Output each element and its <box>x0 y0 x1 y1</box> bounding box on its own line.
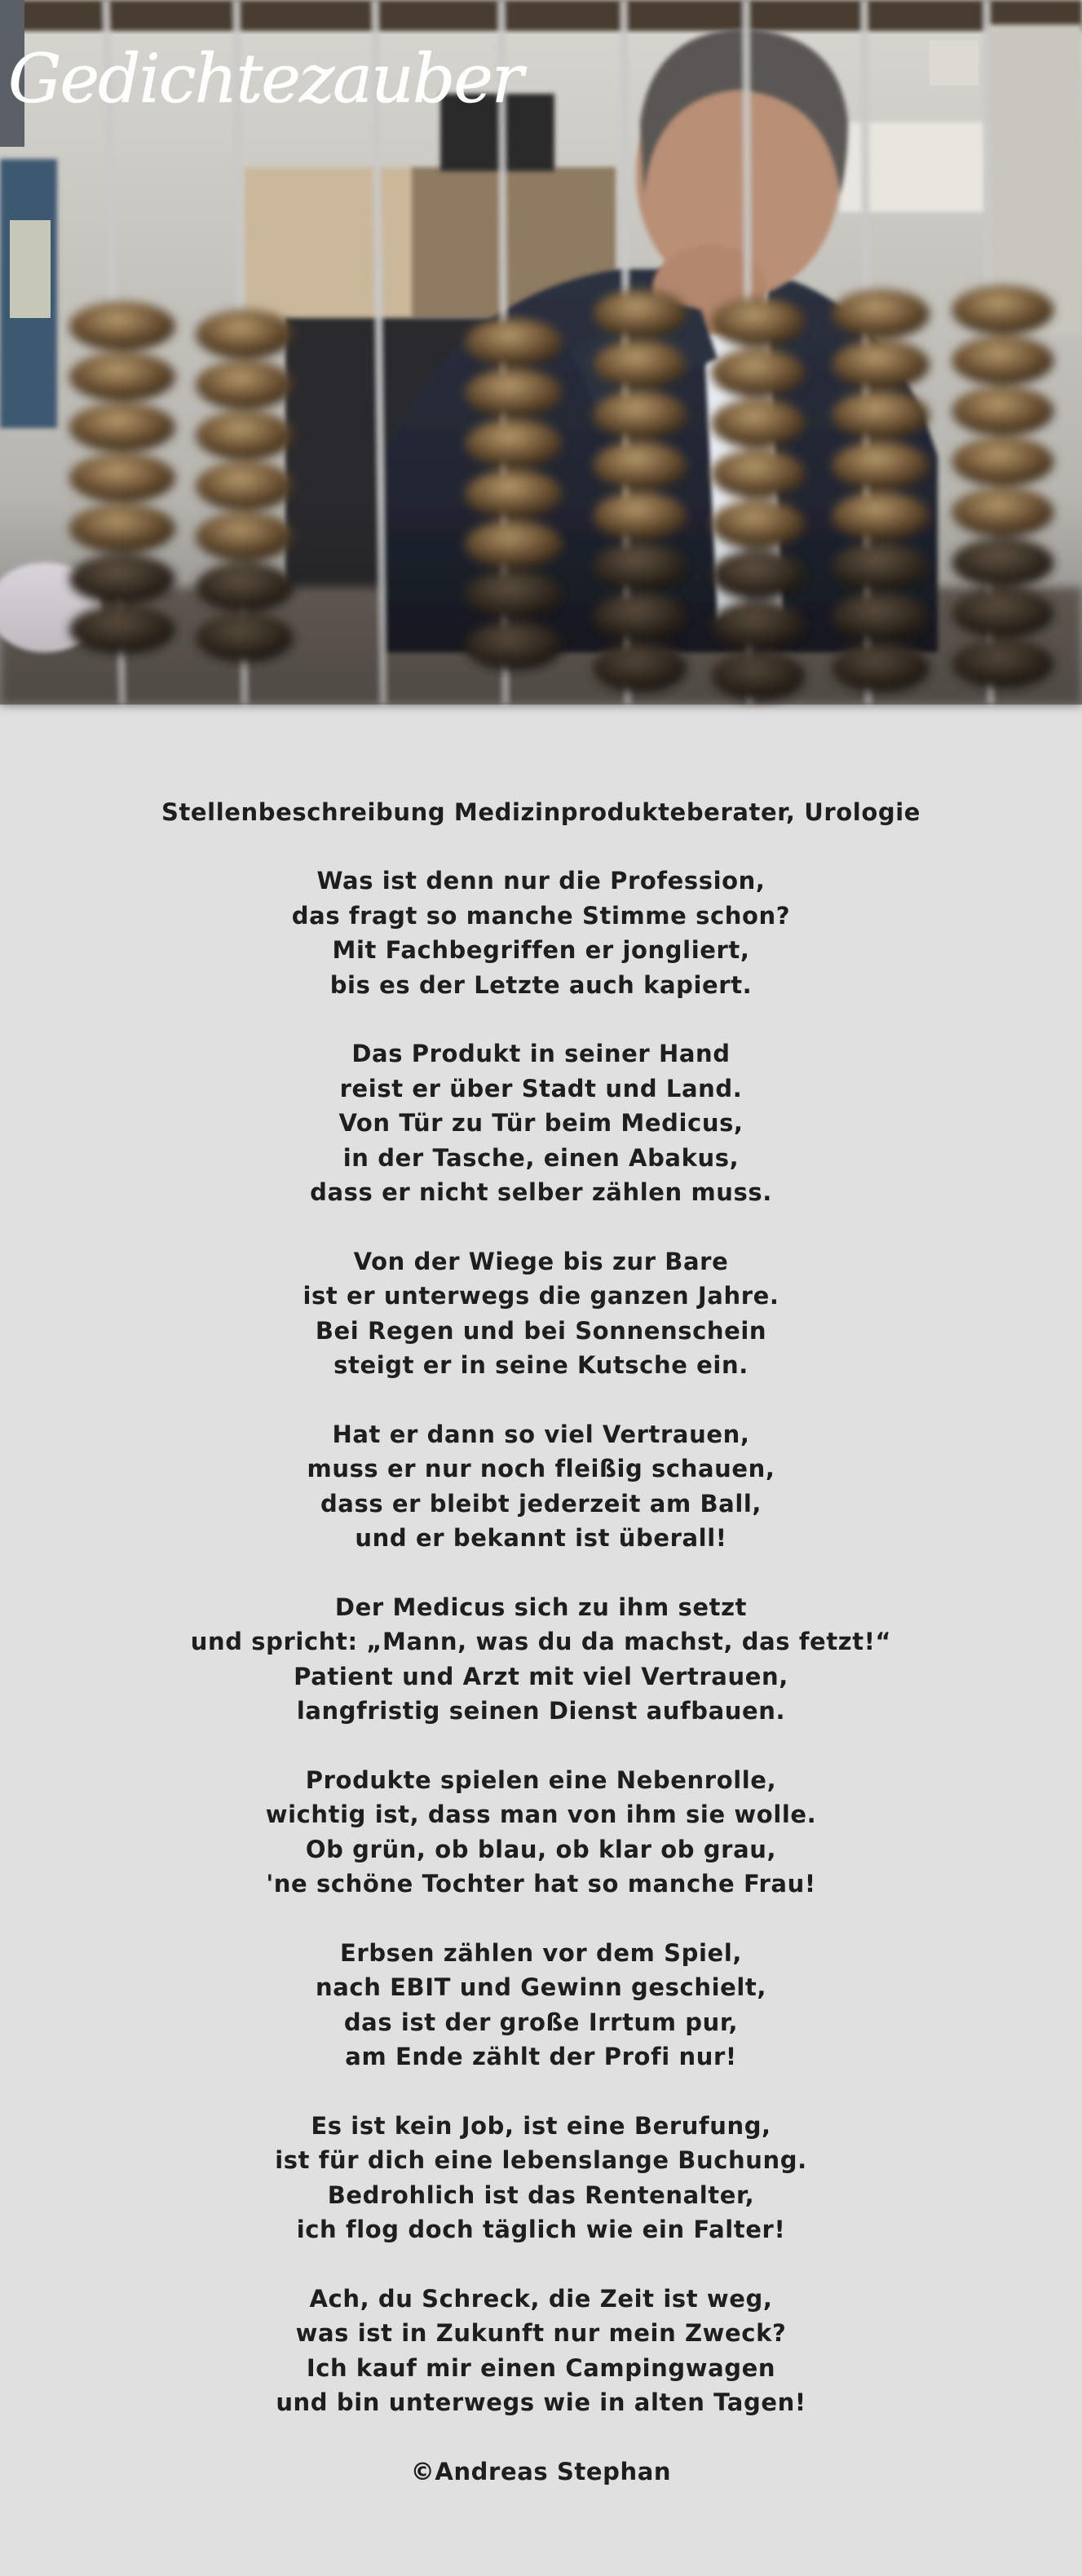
poem-line: Ich kauf mir einen Campingwagen <box>306 2353 776 2382</box>
poem-line: Hat er dann so viel Vertrauen, <box>332 1420 750 1448</box>
poem-line: Mit Fachbegriffen er jongliert, <box>332 936 750 964</box>
poem-stanza <box>0 864 1082 1002</box>
poem-line: wichtig ist, dass man von ihm sie wolle. <box>265 1801 817 1828</box>
poem-line: Von der Wiege bis zur Bare <box>353 1247 729 1275</box>
poem-stanza <box>0 1417 1082 1556</box>
poem-line: und er bekannt ist überall! <box>355 1524 727 1552</box>
poem-line: 'ne schöne Tochter hat so manche Frau! <box>266 1870 816 1898</box>
poem-stanza <box>0 1244 1082 1383</box>
poem-line: und spricht: „Mann, was du da machst, das fetzt!“ <box>190 1628 892 1655</box>
poem-title: Stellenbeschreibung Medizinprodukteberater, Urologie <box>161 798 921 826</box>
poem-line: das fragt so manche Stimme schon? <box>291 901 791 930</box>
poem-author: ©Andreas Stephan <box>410 2457 672 2485</box>
poem-stanza <box>0 1936 1082 2074</box>
poem-line: ist er unterwegs die ganzen Jahre. <box>303 1282 779 1310</box>
poem-line: in der Tasche, einen Abakus, <box>342 1143 740 1172</box>
poem-stanza <box>0 1036 1082 1210</box>
poem-stanza <box>0 1590 1082 1729</box>
poem-line: am Ende zählt der Profi nur! <box>345 2043 737 2070</box>
poem-line: Produkte spielen eine Nebenrolle, <box>305 1765 777 1794</box>
poem-line: muss er nur noch fleißig schauen, <box>307 1455 775 1482</box>
poem-line: ich flog doch täglich wie ein Falter! <box>296 2216 786 2243</box>
poem-line: Es ist kein Job, ist eine Berufung, <box>311 2111 771 2140</box>
poem-line: Von Tür zu Tür beim Medicus, <box>338 1109 744 1137</box>
poem-stanzas <box>0 864 1082 2420</box>
poem-line: was ist in Zukunft nur mein Zweck? <box>295 2319 787 2347</box>
poem-stanza <box>0 2282 1082 2420</box>
poem-line: dass er bleibt jederzeit am Ball, <box>320 1489 762 1518</box>
poem-line: steigt er in seine Kutsche ein. <box>333 1351 749 1379</box>
poem-line: Was ist denn nur die Profession, <box>316 867 766 895</box>
poem-line: und bin unterwegs wie in alten Tagen! <box>276 2388 806 2416</box>
poem-line: dass er nicht selber zählen muss. <box>310 1178 772 1206</box>
poem-line: Erbsen zählen vor dem Spiel, <box>340 1938 742 1967</box>
poem-line: Bei Regen und bei Sonnenschein <box>315 1316 767 1345</box>
poem-line: Das Produkt in seiner Hand <box>351 1040 731 1067</box>
header-image <box>0 0 1082 705</box>
poem-line: Ob grün, ob blau, ob klar ob grau, <box>305 1835 777 1863</box>
poem-line: Patient und Arzt mit viel Vertrauen, <box>294 1662 788 1690</box>
poem-line: reist er über Stadt und Land. <box>339 1074 743 1102</box>
poem-line: ist für dich eine lebenslange Buchung. <box>275 2146 807 2174</box>
poem-line: Ach, du Schreck, die Zeit ist weg, <box>309 2284 773 2313</box>
poem-stanza <box>0 1763 1082 1902</box>
poem-line: Bedrohlich ist das Rentenalter, <box>327 2181 755 2209</box>
poem-line: nach EBIT und Gewinn geschielt, <box>315 1973 767 2001</box>
poem <box>0 795 1082 2489</box>
poem-line: bis es der Letzte auch kapiert. <box>329 970 753 999</box>
poem-stanza <box>0 2109 1082 2247</box>
poem-line: langfristig seinen Dienst aufbauen. <box>296 1697 786 1725</box>
logo-text: Gedichtezauber <box>8 41 523 118</box>
gedichtezauber-logo <box>0 0 523 139</box>
poem-line: das ist der große Irrtum pur, <box>343 2008 739 2036</box>
poem-line: Der Medicus sich zu ihm setzt <box>334 1593 748 1621</box>
